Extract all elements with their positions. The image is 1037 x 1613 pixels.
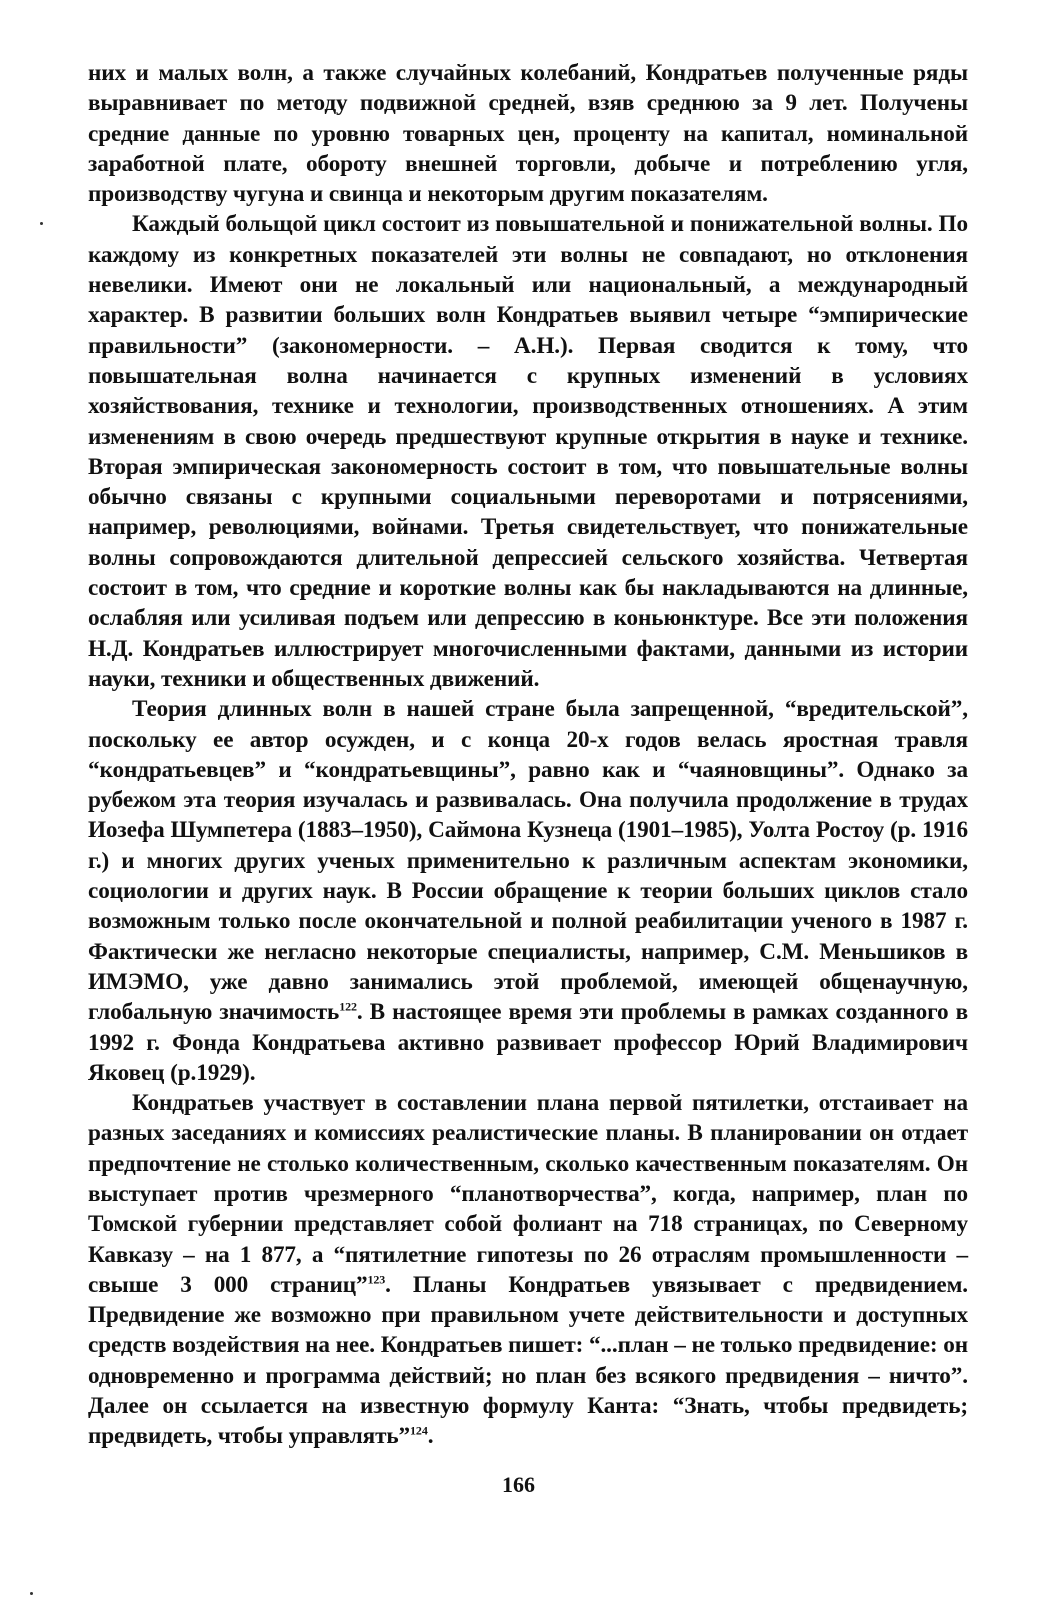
paragraph-4-tail: . Планы Кондратьев увязывает с предвидением. Предвидение же возможно при правильном учете действительности и доступных средств воздействия на нее. Кондратьев пишет: “...план – не только предвидение: он одновременно и программа действий; но план без всякого предвидения – ничто”. Далее он ссылается на известную формулу Канта: “Знать, чтобы предвидеть; предвидеть, чтобы управлять”: [88, 1271, 968, 1450]
paragraph-4-end: .: [427, 1423, 434, 1450]
paragraph-2-text: Каждый больщой цикл состоит из повышательной и понижательной волны. По каждому из конкретных показателей эти волны не совпадают, но отклонения невелики. Имеют они не локальный или национальный, а международный характер. В развитии больших волн Кондратьев выявил четыре “эмпирические правильности” (закономерности. – А.Н.). Первая сводится к тому, что повышательная волна начинается с крупных изменений в условиях хозяйствования, технике и технологии, производственных отношениях. А этим изменениям в свою очередь предшествуют крупные открытия в науке и технике. Вторая эмпирическая закономерность состоит в том, что повышательные волны обычно связаны с крупными социальными переворотами и потрясениями, например, революциями, войнами. Третья свидетельствует, что понижательные волны сопровождаются длительной депрессией сельского хозяйства. Четвертая состоит в том, что средние и короткие волны как бы накладываются на длинные, ослабляя или усиливая подъем или депрессию в коньюнктуре. Все эти положения Н.Д. Кондратьев иллюстрирует многочисленными фактами, данными из истории науки, техники и общественных движений.: [88, 211, 968, 692]
paragraph-1-text: них и малых волн, а также случайных колебаний, Кондратьев полученные ряды выравнивает по методу подвижной средней, взяв среднюю за 9 лет. Получены средние данные по уровню товарных цен, проценту на капитал, номинальной заработной плате, обороту внешней торговли, добыче и потреблению угля, производству чугуна и свинца и некоторым другим показателям.: [88, 60, 968, 208]
paragraph-3: [88, 694, 968, 1088]
footnote-ref-124: 124: [410, 1423, 428, 1438]
book-page: [88, 58, 968, 1452]
scan-speck: [40, 222, 43, 225]
paragraph-3-text: Теория длинных волн в нашей стране была запрещенной, “вредительской”, поскольку ее автор осужден, и с конца 20-х годов велась яростная травля “кондратьевцев” и “кондратьевщины”, равно как и “чаяновщины”. Однако за рубежом эта теория изучалась и развивалась. Она получила продолжение в трудах Иозефа Шумпетера (1883–1950), Саймона Кузнеца (1901–1985), Уолта Ростоу (р. 1916 г.) и многих других ученых применительно к различным аспектам экономики, социологии и других наук. В России обращение к теории больших циклов стало возможным только после окончательной и полной реабилитации ученого в 1987 г. Фактически же негласно некоторые специалисты, например, С.М. Меньшиков в ИМЭМО, уже давно занимались этой проблемой, имеющей общенаучную, глобальную значимость: [88, 696, 968, 1026]
paragraph-4-text: Кондратьев участвует в составлении плана первой пятилетки, отстаивает на разных заседаниях и комиссиях реалистические планы. В планировании он отдает предпочтение не столько количественным, сколько качественным показателям. Он выступает против чрезмерного “планотворчества”, когда, например, план по Томской губернии представляет собой фолиант на 718 страницах, по Северному Кавказу – на 1 877, а “пятилетние гипотезы по 26 отраслям промышленности – свыше 3 000 страниц”: [88, 1090, 968, 1298]
page-number: 166: [502, 1472, 535, 1497]
paragraph-1: [88, 58, 968, 209]
footnote-ref-122: 122: [339, 999, 357, 1014]
paragraph-4: [88, 1088, 968, 1452]
paragraph-3-tail: . В настоящее время эти проблемы в рамках созданного в 1992 г. Фонда Кондратьева активно развивает профессор Юрий Владимирович Яковец (р.1929).: [88, 999, 968, 1086]
paragraph-2: [88, 209, 968, 694]
footnote-ref-123: 123: [367, 1272, 386, 1287]
scan-speck: [30, 1592, 33, 1595]
